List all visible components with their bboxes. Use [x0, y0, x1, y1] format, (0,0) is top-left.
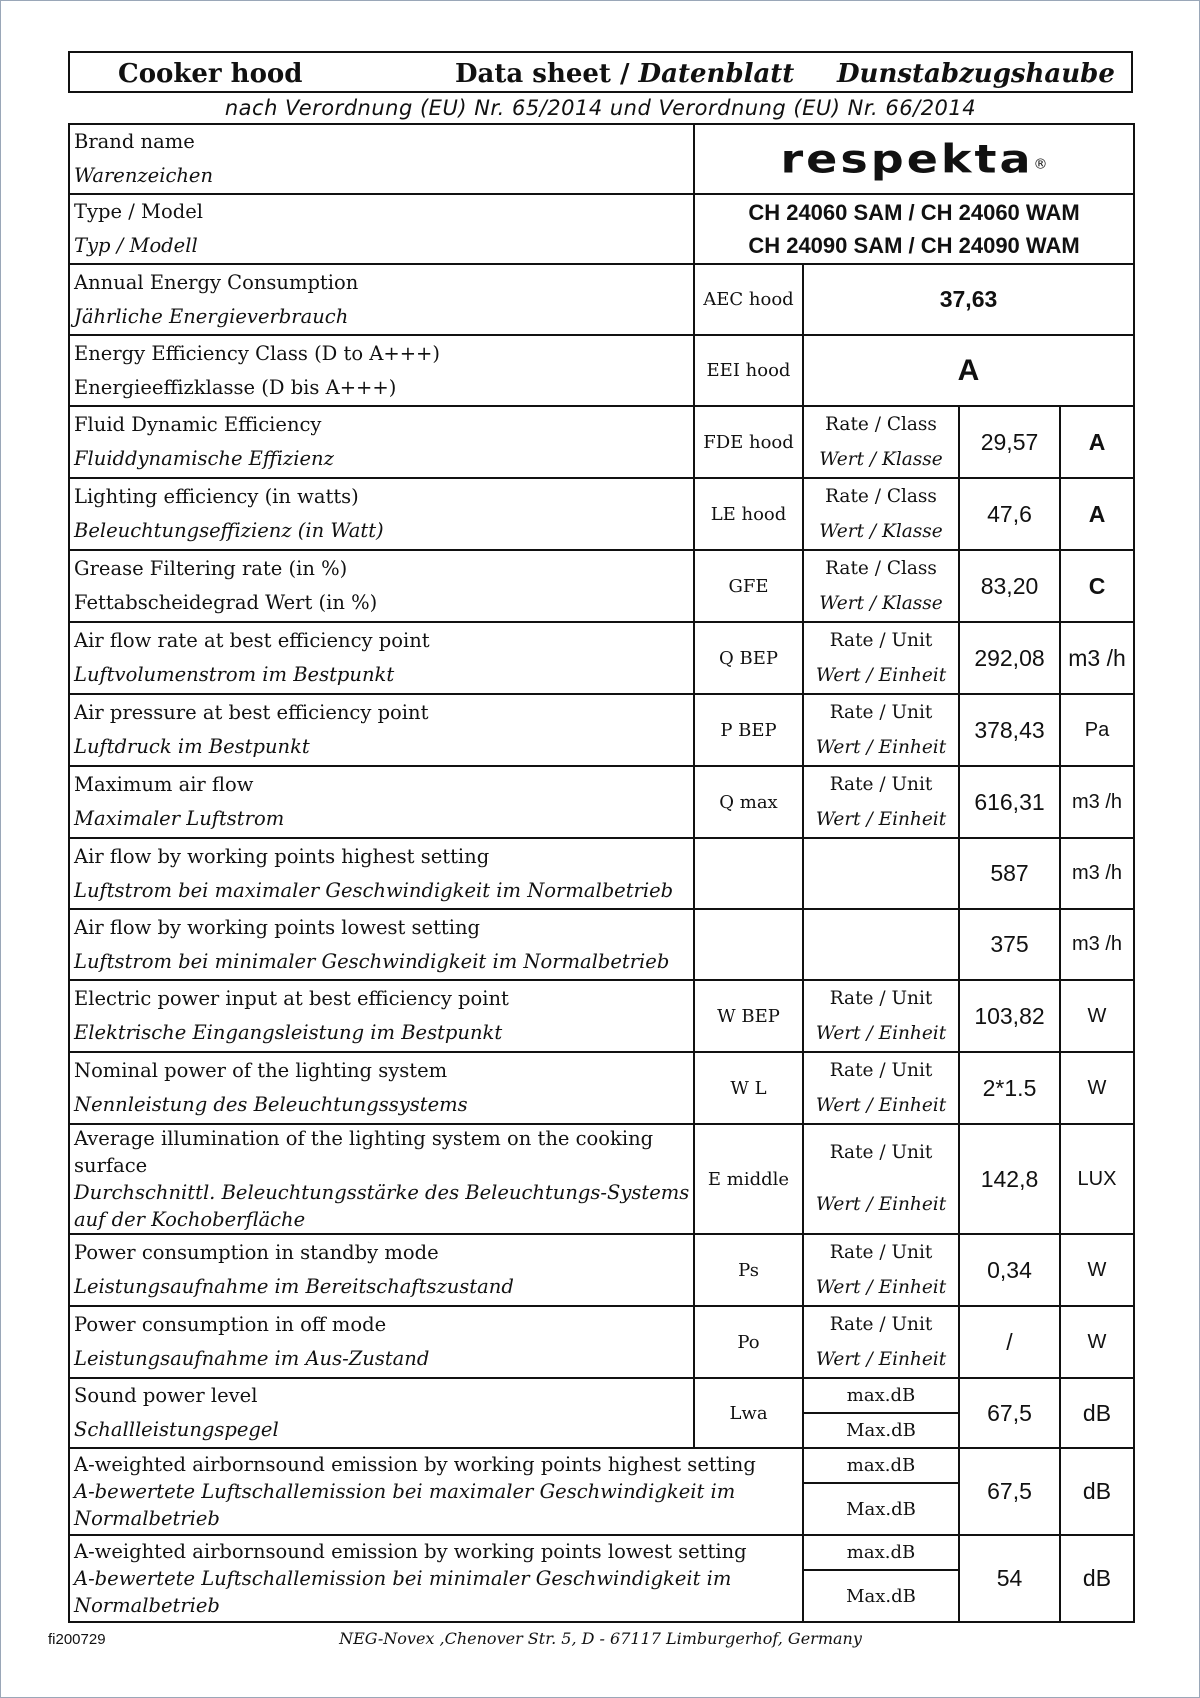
manufacturer-address: NEG-Novex ,Chenover Str. 5, D - 67117 Limburgerhof, Germany [339, 1629, 862, 1648]
model-label-de: Typ / Modell [74, 234, 198, 257]
row-rate-en: Rate / Class [825, 486, 937, 507]
row-eei [69, 335, 1134, 406]
row-rate-en: Rate / Class [825, 414, 937, 435]
illum-rate-en: Rate / Unit [829, 1142, 933, 1163]
aw-low-label [69, 1535, 803, 1622]
row-rate-type [803, 1306, 959, 1378]
row-label-en: Fluid Dynamic Efficiency [74, 413, 322, 436]
data-row [69, 406, 1134, 478]
data-row [69, 909, 1134, 980]
model-value [694, 194, 1134, 264]
brand-label-de: Warenzeichen [74, 164, 214, 187]
row-rate-type [803, 980, 959, 1052]
row-label-de: Luftdruck im Bestpunkt [74, 735, 310, 758]
data-row [69, 766, 1134, 838]
data-row [69, 838, 1134, 909]
sound-symbol: Lwa [694, 1378, 803, 1448]
row-unit: m3 /h [1060, 838, 1134, 909]
row-rate-type [803, 838, 959, 909]
row-symbol [694, 838, 803, 909]
row-unit: C [1060, 550, 1134, 622]
row-value: 2*1.5 [959, 1052, 1060, 1124]
row-rate-en: Rate / Unit [829, 702, 933, 723]
illum-value: 142,8 [959, 1124, 1060, 1234]
row-label [69, 766, 694, 838]
row-value: 375 [959, 909, 1060, 980]
aec-label-de: Jährliche Energieverbrauch [74, 304, 349, 328]
row-label-en: Air flow rate at best efficiency point [74, 629, 430, 652]
header-cooker-hood: Cooker hood [118, 59, 303, 89]
row-value: 103,82 [959, 980, 1060, 1052]
header-data-sheet [455, 59, 794, 89]
row-rate-type [803, 478, 959, 550]
illum-label [69, 1124, 694, 1234]
aec-value: 37,63 [803, 264, 1134, 335]
row-label-de: Maximaler Luftstrom [74, 807, 285, 830]
illum-unit: LUX [1060, 1124, 1134, 1234]
row-rate-de: Wert / Einheit [815, 665, 947, 686]
row-unit: W [1060, 980, 1134, 1052]
row-symbol: FDE hood [694, 406, 803, 478]
aw-low-db1: max.dB [803, 1535, 959, 1570]
sound-label-en: Sound power level [74, 1384, 258, 1407]
data-table-rows [68, 405, 1135, 1623]
aw-high-db2: Max.dB [803, 1483, 959, 1535]
aec-label-en: Annual Energy Consumption [74, 270, 359, 294]
row-label-de: Luftvolumenstrom im Bestpunkt [74, 663, 395, 686]
row-rate-en: Rate / Unit [829, 988, 933, 1009]
row-rate-de: Wert / Klasse [819, 449, 943, 470]
row-label [69, 980, 694, 1052]
row-rate-en: Rate / Unit [829, 1314, 933, 1335]
row-rate-type [803, 1234, 959, 1306]
row-value: 587 [959, 838, 1060, 909]
sound-unit: dB [1060, 1378, 1134, 1448]
aw-high-label-de: A-bewertete Luftschallemission bei maximaler Geschwindigkeit im Normalbetrieb [74, 1480, 736, 1530]
row-rate-en: Rate / Unit [829, 1060, 933, 1081]
row-sound-a [69, 1378, 1134, 1413]
sound-label-de: Schallleistungspegel [74, 1418, 279, 1441]
data-row [69, 622, 1134, 694]
row-symbol: Q max [694, 766, 803, 838]
row-symbol: LE hood [694, 478, 803, 550]
row-brand [69, 124, 1134, 194]
row-rate-en: Rate / Unit [829, 630, 933, 651]
row-label [69, 550, 694, 622]
row-rate-type [803, 909, 959, 980]
brand-label-en: Brand name [74, 130, 195, 153]
illum-symbol: E middle [694, 1124, 803, 1234]
row-rate-en: Rate / Unit [829, 774, 933, 795]
data-row [69, 478, 1134, 550]
aec-label [69, 264, 694, 335]
row-label-en: Electric power input at best efficiency point [74, 987, 509, 1010]
brand-logo [694, 124, 1134, 194]
row-unit: W [1060, 1306, 1134, 1378]
row-value: 616,31 [959, 766, 1060, 838]
header-data-sheet-de: Datenblatt [638, 59, 795, 89]
row-unit: W [1060, 1052, 1134, 1124]
row-rate-en: Rate / Unit [829, 1242, 933, 1263]
row-unit: Pa [1060, 694, 1134, 766]
row-symbol: W L [694, 1052, 803, 1124]
aw-high-unit: dB [1060, 1448, 1134, 1535]
eei-value: A [803, 335, 1134, 406]
sound-label [69, 1378, 694, 1448]
row-label-en: Power consumption in off mode [74, 1313, 387, 1336]
data-row [69, 694, 1134, 766]
row-value: / [959, 1306, 1060, 1378]
aw-low-value: 54 [959, 1535, 1060, 1622]
row-label-en: Power consumption in standby mode [74, 1241, 439, 1264]
row-symbol: W BEP [694, 980, 803, 1052]
row-rate-type [803, 622, 959, 694]
data-row [69, 1052, 1134, 1124]
row-rate-de: Wert / Einheit [815, 737, 947, 758]
row-label [69, 1306, 694, 1378]
row-value: 83,20 [959, 550, 1060, 622]
row-rate-de: Wert / Einheit [815, 1023, 947, 1044]
row-value: 47,6 [959, 478, 1060, 550]
row-label-en: Maximum air flow [74, 773, 254, 796]
row-rate-type [803, 1052, 959, 1124]
respekta-logo: respekta [780, 136, 1034, 182]
model-label [69, 194, 694, 264]
eei-label-en: Energy Efficiency Class (D to A+++) [74, 341, 440, 365]
sound-value: 67,5 [959, 1378, 1060, 1448]
row-label [69, 1052, 694, 1124]
row-unit: W [1060, 1234, 1134, 1306]
row-symbol: Q BEP [694, 622, 803, 694]
row-rate-de: Wert / Klasse [819, 593, 943, 614]
row-label [69, 694, 694, 766]
row-label-de: Luftstrom bei minimaler Geschwindigkeit im Normalbetrieb [74, 949, 670, 973]
data-row [69, 1234, 1134, 1306]
row-label-de: Leistungsaufnahme im Aus-Zustand [74, 1347, 430, 1370]
aw-low-unit: dB [1060, 1535, 1134, 1622]
document-code: fi200729 [48, 1631, 106, 1648]
row-label [69, 406, 694, 478]
row-rate-de: Wert / Klasse [819, 521, 943, 542]
sound-db1: max.dB [803, 1378, 959, 1413]
row-label-de: Beleuchtungseffizienz (in Watt) [74, 519, 384, 542]
aw-high-label [69, 1448, 803, 1535]
row-label-de: Elektrische Eingangsleistung im Bestpunkt [74, 1021, 503, 1044]
model-line-1: CH 24060 SAM / CH 24060 WAM [748, 200, 1080, 225]
row-value: 292,08 [959, 622, 1060, 694]
sheet-header [68, 51, 1133, 93]
illum-label-de: Durchschnittl. Beleuchtungsstärke des Beleuchtungs-Systems auf der Kochoberfläche [74, 1181, 690, 1231]
aw-high-label-en: A-weighted airbornsound emission by working points highest setting [74, 1453, 756, 1476]
regulation-subtitle: nach Verordnung (EU) Nr. 65/2014 und Verordnung (EU) Nr. 66/2014 [224, 96, 977, 120]
data-row [69, 550, 1134, 622]
row-label-en: Air flow by working points lowest setting [74, 915, 481, 939]
aw-low-label-de: A-bewertete Luftschallemission bei minimaler Geschwindigkeit im Normalbetrieb [74, 1567, 732, 1617]
row-symbol: Po [694, 1306, 803, 1378]
row-label-en: Nominal power of the lighting system [74, 1059, 448, 1082]
row-label-de: Fluiddynamische Effizienz [74, 447, 334, 470]
row-value: 0,34 [959, 1234, 1060, 1306]
row-label [69, 1234, 694, 1306]
header-data-sheet-en: Data sheet / [455, 59, 630, 89]
row-unit: A [1060, 478, 1134, 550]
row-rate-de: Wert / Einheit [815, 809, 947, 830]
aw-high-value: 67,5 [959, 1448, 1060, 1535]
row-label [69, 909, 694, 980]
aec-symbol: AEC hood [694, 264, 803, 335]
row-label-de: Leistungsaufnahme im Bereitschaftszustand [74, 1275, 514, 1298]
row-rate-type [803, 406, 959, 478]
row-rate-de: Wert / Einheit [815, 1277, 947, 1298]
row-value: 29,57 [959, 406, 1060, 478]
eei-label [69, 335, 694, 406]
row-illumination [69, 1124, 1134, 1234]
row-label-en: Air pressure at best efficiency point [74, 701, 429, 724]
row-label-de: Luftstrom bei maximaler Geschwindigkeit im Normalbetrieb [74, 878, 674, 902]
row-rate-type [803, 766, 959, 838]
data-table [68, 123, 1135, 407]
illum-label-en: Average illumination of the lighting system on the cooking surface [74, 1127, 654, 1177]
brand-label [69, 124, 694, 194]
data-sheet [68, 51, 1133, 1648]
eei-label-de: Energieeffizklasse (D bis A+++) [74, 375, 397, 399]
header-dunstabzugshaube: Dunstabzugshaube [837, 59, 1115, 89]
row-model [69, 194, 1134, 264]
row-label [69, 622, 694, 694]
aw-low-label-en: A-weighted airbornsound emission by working points lowest setting [74, 1540, 747, 1563]
row-rate-de: Wert / Einheit [815, 1349, 947, 1370]
model-label-en: Type / Model [74, 200, 203, 223]
row-label-en: Lighting efficiency (in watts) [74, 485, 359, 508]
row-symbol [694, 909, 803, 980]
row-label-en: Grease Filtering rate (in %) [74, 557, 348, 580]
row-label-de: Fettabscheidegrad Wert (in %) [74, 591, 378, 614]
row-unit: m3 /h [1060, 766, 1134, 838]
model-line-2: CH 24090 SAM / CH 24090 WAM [748, 233, 1080, 258]
sound-db2: Max.dB [803, 1413, 959, 1448]
aw-high-db1: max.dB [803, 1448, 959, 1483]
row-label-en: Air flow by working points highest setting [74, 844, 490, 868]
row-aw-high-a [69, 1448, 1134, 1483]
aw-low-db2: Max.dB [803, 1570, 959, 1622]
row-rate-type [803, 550, 959, 622]
row-label [69, 838, 694, 909]
illum-rate-de: Wert / Einheit [815, 1194, 947, 1215]
row-value: 378,43 [959, 694, 1060, 766]
row-rate-de: Wert / Einheit [815, 1095, 947, 1116]
data-row [69, 980, 1134, 1052]
row-label [69, 478, 694, 550]
row-label-de: Nennleistung des Beleuchtungssystems [74, 1093, 468, 1116]
row-rate-en: Rate / Class [825, 558, 937, 579]
row-unit: m3 /h [1060, 622, 1134, 694]
data-row [69, 1306, 1134, 1378]
row-symbol: GFE [694, 550, 803, 622]
row-symbol: P BEP [694, 694, 803, 766]
registered-mark: ® [1033, 156, 1048, 173]
row-aw-low-a [69, 1535, 1134, 1570]
eei-symbol: EEI hood [694, 335, 803, 406]
row-aec [69, 264, 1134, 335]
row-unit: A [1060, 406, 1134, 478]
row-symbol: Ps [694, 1234, 803, 1306]
illum-rate [803, 1124, 959, 1234]
row-unit: m3 /h [1060, 909, 1134, 980]
row-rate-type [803, 694, 959, 766]
